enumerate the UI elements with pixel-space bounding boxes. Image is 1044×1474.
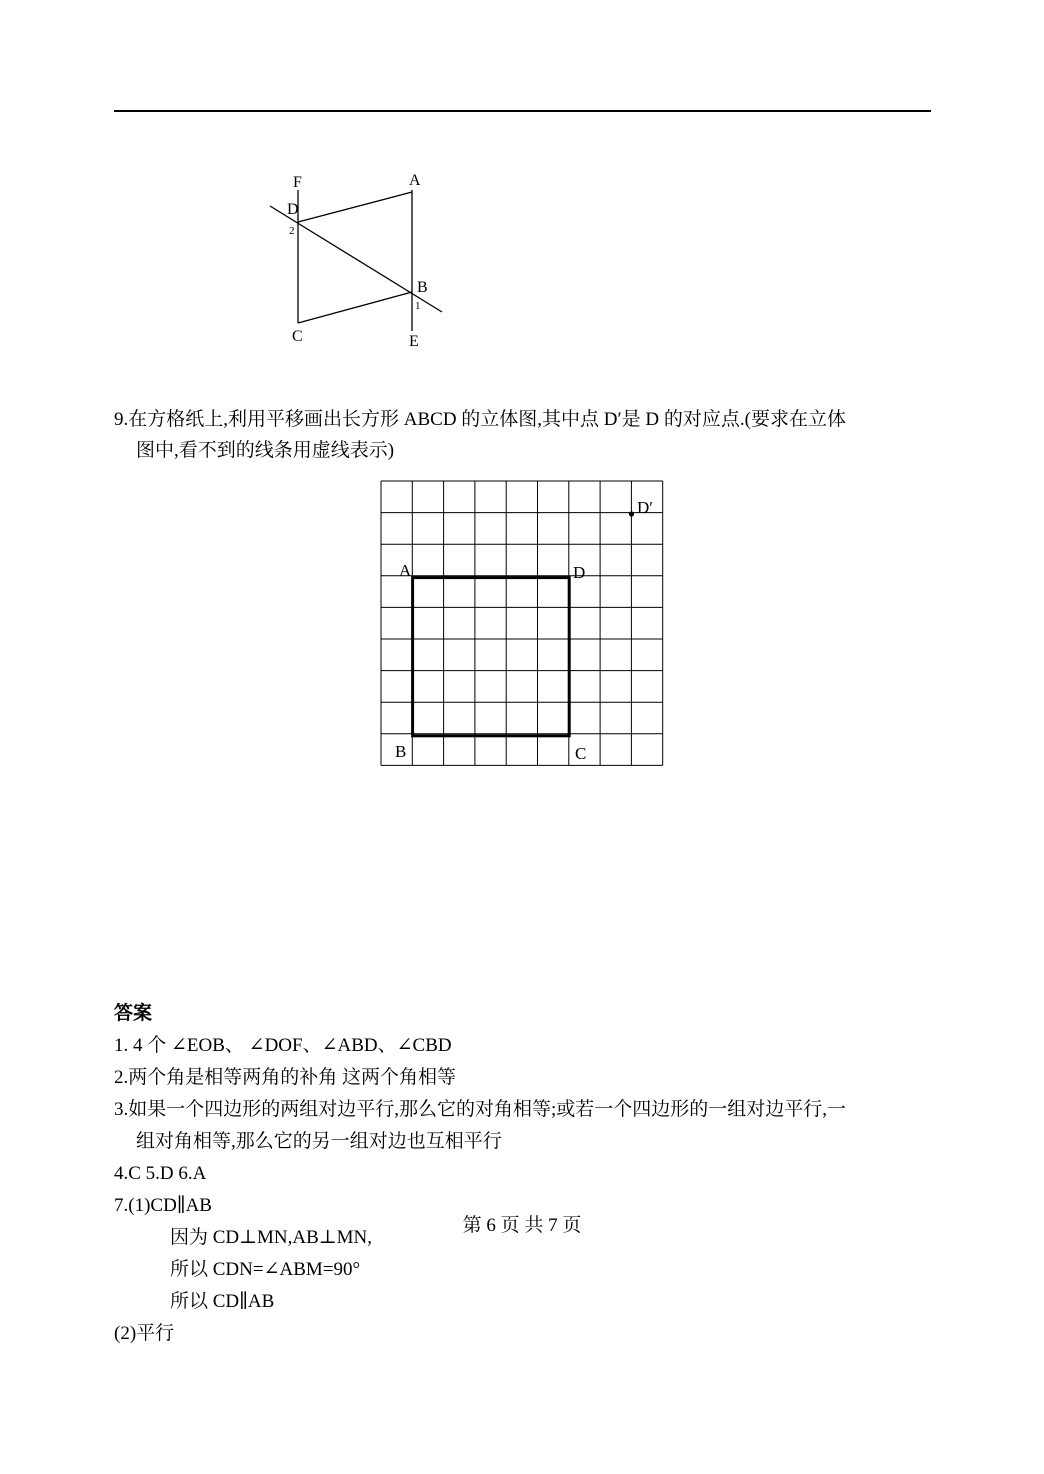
answer-7-2: (2)平行 <box>114 1323 175 1344</box>
answer-2: 2.两个角是相等两角的补角 这两个角相等 <box>114 1067 457 1088</box>
point-d-prime <box>629 511 634 516</box>
question-9-line-2: 图中,看不到的线条用虚线表示) <box>136 440 395 461</box>
answer-3-cont: 组对角相等,那么它的另一组对边也互相平行 <box>136 1131 502 1152</box>
label-f: F <box>293 174 302 191</box>
answer-4-6: 4.C 5.D 6.A <box>114 1163 207 1184</box>
segment-da <box>298 192 412 222</box>
header-rule <box>114 110 931 112</box>
label-c: C <box>292 328 303 345</box>
page-footer: 第 6 页 共 7 页 <box>462 1215 582 1236</box>
grid-label-d-prime: D′ <box>637 498 653 517</box>
grid-lines <box>381 481 663 765</box>
answer-7-proof-1: 因为 CD⊥MN,AB⊥MN, <box>170 1227 373 1248</box>
geometry-figure <box>260 165 460 360</box>
label-angle-1: 1 <box>415 300 421 312</box>
answer-7-proof-3: 所以 CD∥AB <box>170 1291 275 1312</box>
rectangle-abcd <box>413 578 570 736</box>
label-a: A <box>409 172 421 189</box>
question-9 <box>114 404 944 466</box>
grid-label-a: A <box>399 561 412 580</box>
label-b: B <box>417 279 428 296</box>
label-e: E <box>409 333 419 350</box>
label-angle-2: 2 <box>289 225 295 237</box>
grid-label-d: D <box>573 563 586 582</box>
answer-7-proof-2: 所以 CDN=∠ABM=90° <box>170 1259 361 1280</box>
label-d: D <box>287 201 299 218</box>
answer-7-1: 7.(1)CD∥AB <box>114 1195 212 1216</box>
question-9-line-1: 9.在方格纸上,利用平移画出长方形 ABCD 的立体图,其中点 D′是 D 的对应点.(要求在立体 <box>114 409 846 430</box>
answer-3: 3.如果一个四边形的两组对边平行,那么它的对角相等;或若一个四边形的一组对边平行,一 <box>114 1099 847 1120</box>
transversal-line <box>270 206 442 312</box>
answer-1: 1. 4 个 ∠EOB、 ∠DOF、∠ABD、∠CBD <box>114 1035 452 1056</box>
segment-cb <box>298 292 412 323</box>
grid-figure <box>375 475 675 775</box>
answers-heading: 答案 <box>114 1003 153 1024</box>
answers-section <box>114 998 944 1350</box>
grid-label-c: C <box>575 744 587 763</box>
grid-label-b: B <box>395 742 407 761</box>
